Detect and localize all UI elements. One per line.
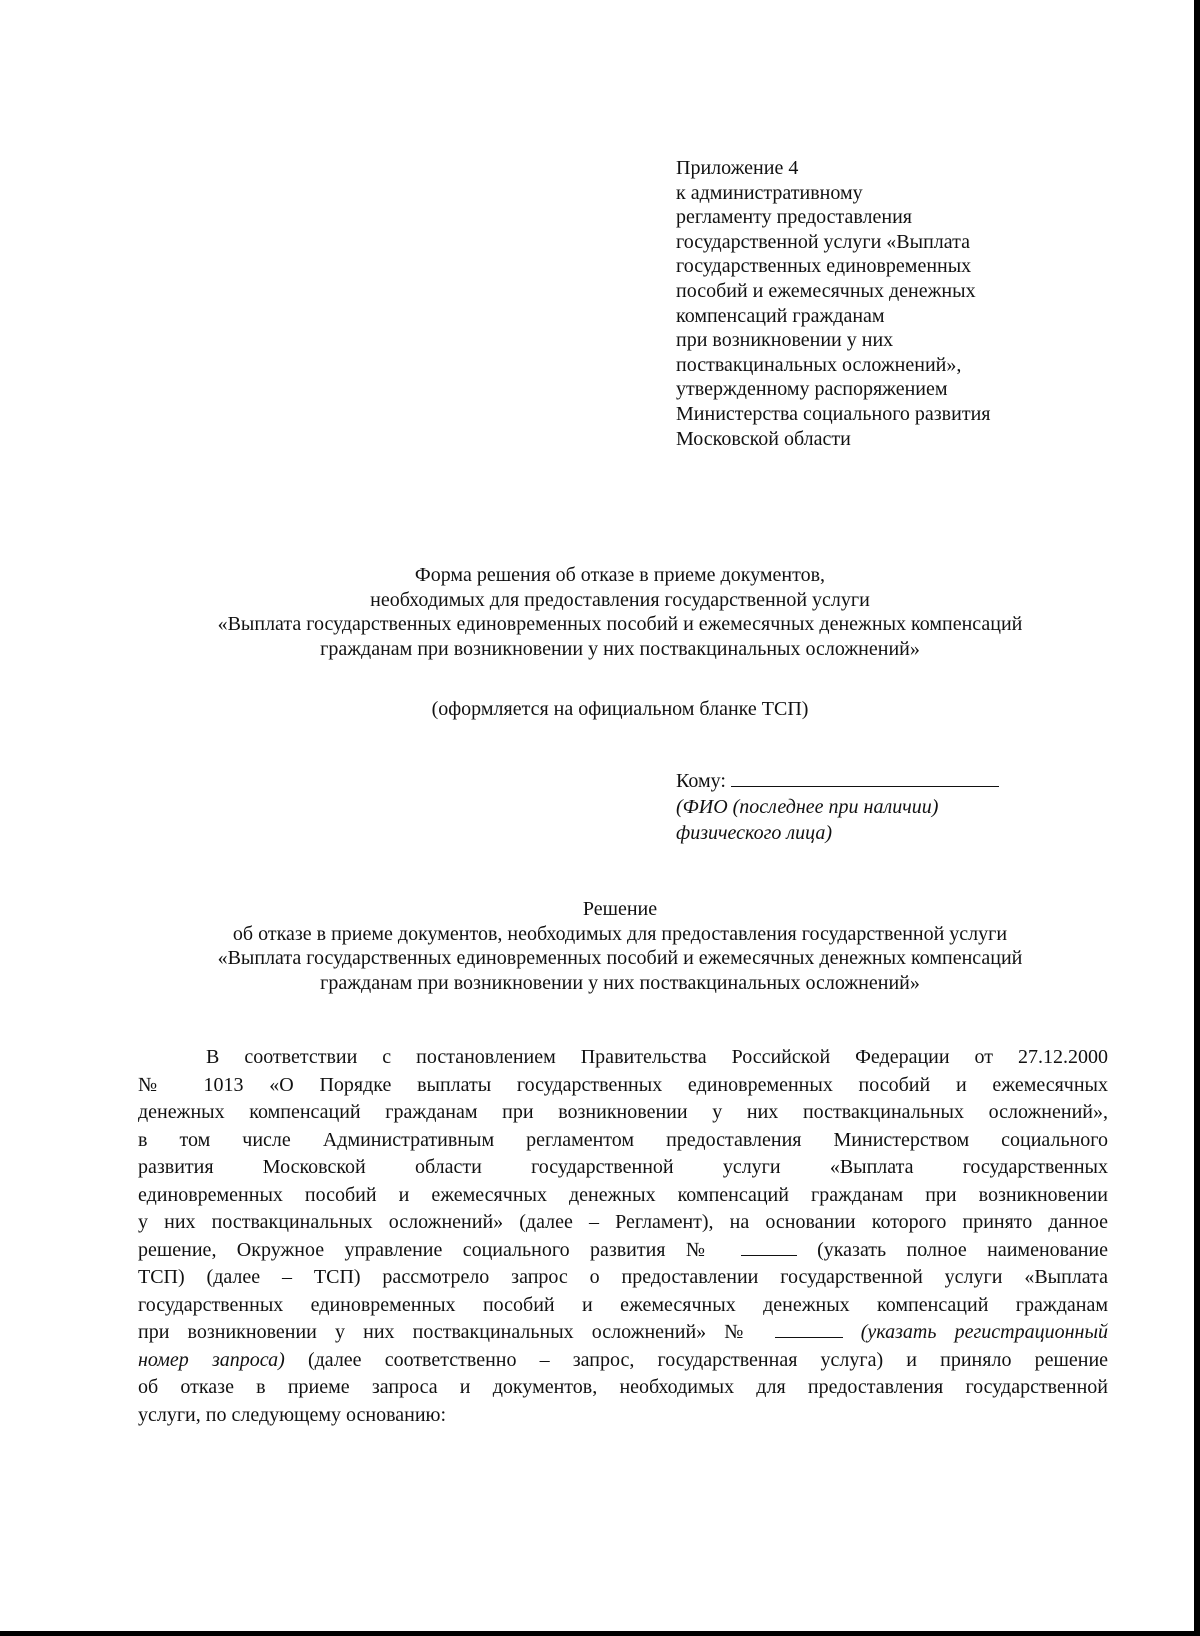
appendix-line: пособий и ежемесячных денежных xyxy=(676,279,976,302)
body-line-part: (далее соответственно – запрос, государственная услуга) и приняло решение xyxy=(307,1348,1109,1371)
appendix-line: к административному xyxy=(676,181,863,204)
recipient-block xyxy=(676,768,1096,846)
form-title-line: «Выплата государственных единовременных пособий и ежемесячных денежных компенсаций xyxy=(217,613,1023,635)
appendix-note xyxy=(676,156,1096,451)
body-line-part: (указать регистрационный xyxy=(860,1321,1108,1343)
recipient-hint: (ФИО (последнее при наличии) xyxy=(676,796,939,818)
body-line xyxy=(138,1347,1108,1375)
body-line: об отказе в приеме запроса и документов, необходимых для предоставления государственной xyxy=(138,1376,1108,1398)
recipient-hint: физического лица) xyxy=(676,822,833,844)
request-number-blank xyxy=(775,1323,843,1338)
body-line-part: при возникновении у них поствакцинальных осложнений» № xyxy=(138,1321,757,1343)
appendix-line: при возникновении у них xyxy=(676,329,894,352)
recipient-name-blank xyxy=(731,770,999,787)
body-line xyxy=(138,1319,1108,1347)
appendix-line: государственных единовременных xyxy=(676,255,972,278)
appendix-line: Приложение 4 xyxy=(676,157,799,179)
appendix-line: поствакцинальных осложнений», xyxy=(676,353,962,376)
form-title-line: Форма решения об отказе в приеме документов, xyxy=(414,564,826,586)
appendix-line: Министерства социального развития xyxy=(676,402,991,425)
blank-note xyxy=(130,697,1110,722)
body-line: ТСП) (далее – ТСП) рассмотрело запрос о предоставлении государственной услуги «Выплата xyxy=(138,1266,1108,1288)
decision-heading: Решение xyxy=(582,898,658,920)
form-title-line: необходимых для предоставления государственной услуги xyxy=(370,588,870,611)
body-line: единовременных пособий и ежемесячных денежных компенсаций гражданам при возникновении xyxy=(138,1183,1108,1206)
decision-title xyxy=(130,897,1110,995)
form-title-line: гражданам при возникновении у них поствакцинальных осложнений» xyxy=(320,637,920,660)
decision-body xyxy=(138,1044,1108,1429)
decision-title-line: об отказе в приеме документов, необходимых для предоставления государственной услуги xyxy=(232,922,1008,945)
body-line: № 1013 «О Порядке выплаты государственных единовременных пособий и ежемесячных xyxy=(138,1073,1108,1096)
body-line xyxy=(138,1237,1108,1265)
body-line: развития Московской области государственной услуги «Выплата государственных xyxy=(138,1156,1108,1178)
body-line: в том числе Административным регламентом предоставления Министерством социального xyxy=(138,1128,1108,1151)
scan-bottom-edge xyxy=(0,1631,1200,1636)
recipient-label: Кому: xyxy=(676,770,726,792)
appendix-line: Московской области xyxy=(676,427,851,450)
appendix-line: государственной услуги «Выплата xyxy=(676,230,970,253)
appendix-line: компенсаций гражданам xyxy=(676,304,885,327)
recipient-line xyxy=(676,768,1096,794)
body-line: В соответствии с постановлением Правительства Российской Федерации от 27.12.2000 xyxy=(206,1046,1108,1068)
decision-title-line: гражданам при возникновении у них поствакцинальных осложнений» xyxy=(320,971,920,994)
appendix-line: утвержденному распоряжением xyxy=(676,378,948,401)
body-line: государственных единовременных пособий и ежемесячных денежных компенсаций гражданам xyxy=(138,1293,1108,1316)
form-title xyxy=(130,563,1110,661)
body-line: денежных компенсаций гражданам при возникновении у них поствакцинальных осложнений», xyxy=(138,1101,1108,1123)
scan-right-edge xyxy=(1194,0,1200,1636)
tsp-number-blank xyxy=(741,1241,797,1256)
body-line: услуги, по следующему основанию: xyxy=(138,1403,447,1426)
decision-title-line: «Выплата государственных единовременных пособий и ежемесячных денежных компенсаций xyxy=(217,947,1023,969)
body-line-part: (указать полное наименование xyxy=(817,1238,1109,1261)
blank-note-text: (оформляется на официальном бланке ТСП) xyxy=(431,698,809,720)
body-line: у них поствакцинальных осложнений» (далее – Регламент), на основании которого принято данное xyxy=(138,1211,1108,1233)
body-line-part: решение, Окружное управление социального развития № xyxy=(138,1238,721,1261)
body-line-part: номер запроса) xyxy=(138,1348,285,1371)
appendix-line: регламенту предоставления xyxy=(676,206,913,229)
